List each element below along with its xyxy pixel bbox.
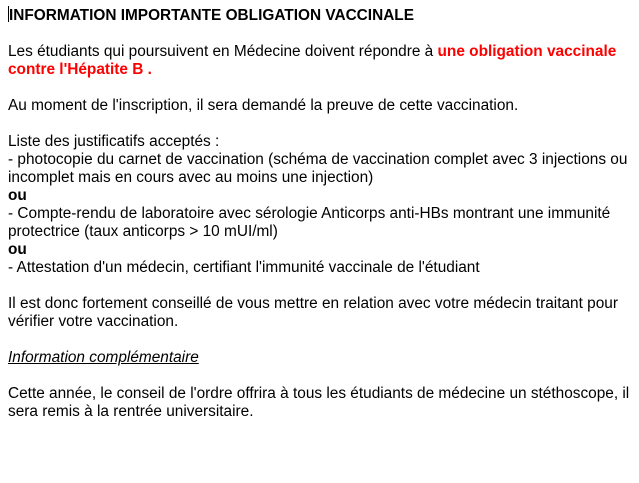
or-separator-2: ou [8, 241, 27, 258]
spacer [8, 25, 633, 43]
list-item-1: - photocopie du carnet de vaccination (schéma de vaccination complet avec 3 injections ou incomplet mais en cours avec au moins une injection) [8, 151, 628, 186]
document-title [8, 6, 633, 25]
complement-paragraph: Cette année, le conseil de l'ordre offrira à tous les étudiants de médecine un stéthoscope, il sera remis à la rentrée universitaire. [8, 385, 630, 420]
title-text: INFORMATION IMPORTANTE OBLIGATION VACCINALE [9, 7, 414, 24]
spacer [8, 79, 633, 97]
inscription-paragraph: Au moment de l'inscription, il sera demandé la preuve de cette vaccination. [8, 97, 519, 114]
complement-heading [8, 349, 633, 367]
document-body [8, 6, 633, 421]
advice-paragraph: Il est donc fortement conseillé de vous mettre en relation avec votre médecin traitant pour vérifier votre vaccination. [8, 295, 618, 330]
intro-highlight: une obligation vaccinale contre l'Hépatite B . [8, 43, 617, 78]
list-heading: Liste des justificatifs acceptés : [8, 133, 220, 150]
intro-text: Les étudiants qui poursuivent en Médecine doivent répondre à [8, 43, 438, 60]
complement-heading-text: Information complémentaire [8, 349, 199, 366]
spacer [8, 277, 633, 295]
spacer [8, 331, 633, 349]
or-separator-1: ou [8, 187, 27, 204]
list-item-3: - Attestation d'un médecin, certifiant l'immunité vaccinale de l'étudiant [8, 259, 480, 276]
spacer [8, 367, 633, 385]
list-item-2: - Compte-rendu de laboratoire avec sérologie Anticorps anti-HBs montrant une immunité protectrice (taux anticorps > 10 mUI/ml) [8, 205, 611, 240]
intro-paragraph [8, 43, 633, 79]
spacer [8, 115, 633, 133]
